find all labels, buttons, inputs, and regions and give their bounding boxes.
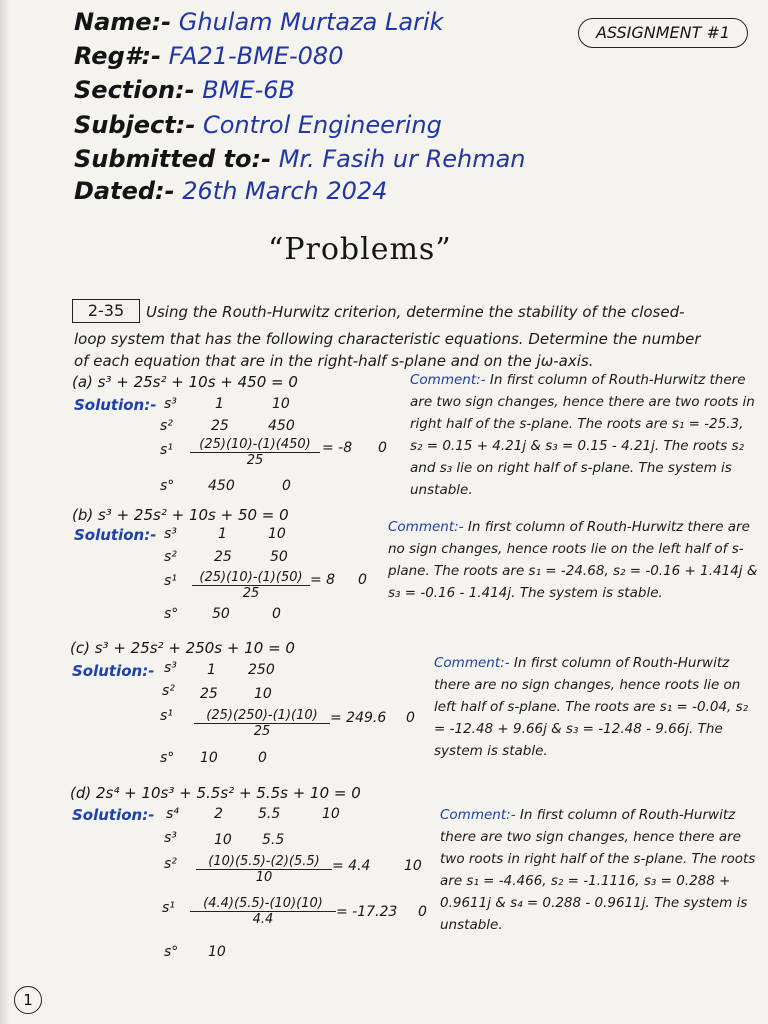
routh-power: s³ <box>164 526 177 542</box>
routh-result: = -17.23 <box>336 904 398 920</box>
routh-power: s¹ <box>160 442 173 458</box>
routh-cell: 1 <box>218 526 227 542</box>
routh-power: s³ <box>164 830 177 846</box>
routh-cell: 0 <box>258 750 267 766</box>
comment-a: Comment:- In first column of Routh-Hurwitz there are two sign changes, hence there are two roots in right half of the s-plane. The roots are s₁ = -25.3, s₂ = 0.15 + 4.21j & s₃ = 0.15 - 4.21j. The roots s₂ and s₃ lie on right half of s-plane. The system is unstable. <box>410 372 755 498</box>
routh-cell: 1 <box>215 396 224 412</box>
routh-cell: 10 <box>272 396 290 412</box>
problem-statement-line: loop system that has the following characteristic equations. Determine the number <box>74 330 701 348</box>
equation-b: (b) s³ + 25s² + 10s + 50 = 0 <box>72 506 289 524</box>
dated-line: Dated:- 26th March 2024 <box>74 177 388 205</box>
routh-power: s° <box>164 944 179 960</box>
routh-cell: 10 <box>214 832 232 848</box>
solution-label: Solution:- <box>74 396 157 414</box>
routh-cell: 25 <box>211 418 229 434</box>
routh-power: s° <box>160 750 175 766</box>
routh-cell: 5.5 <box>262 832 285 848</box>
routh-cell: 2 <box>214 806 223 822</box>
routh-cell: 25 <box>214 549 232 565</box>
page-margin <box>0 0 10 1024</box>
routh-cell: 0 <box>272 606 281 622</box>
routh-power: s² <box>164 856 177 872</box>
routh-power: s¹ <box>164 573 177 589</box>
solution-label: Solution:- <box>72 662 155 680</box>
routh-cell: 10 <box>208 944 226 960</box>
routh-power: s° <box>160 478 175 494</box>
routh-fraction: $\frac{(10)(5.5)-(2)(5.5)}{10}$ <box>196 854 332 885</box>
solution-label: Solution:- <box>72 806 155 824</box>
routh-cell: 10 <box>404 858 422 874</box>
routh-result: = 4.4 <box>332 858 371 874</box>
routh-cell: 250 <box>248 662 275 678</box>
equation-a: (a) s³ + 25s² + 10s + 450 = 0 <box>72 373 298 391</box>
routh-cell: 5.5 <box>258 806 281 822</box>
page-number: 1 <box>14 986 42 1014</box>
equation-d: (d) 2s⁴ + 10s³ + 5.5s² + 5.5s + 10 = 0 <box>70 784 361 802</box>
routh-fraction: $\frac{(25)(10)-(1)(50)}{25}$ <box>192 570 310 601</box>
name-line: Name:- Ghulam Murtaza Larik <box>74 8 444 36</box>
routh-power: s³ <box>164 396 177 412</box>
routh-result: = -8 <box>322 440 353 456</box>
routh-cell: 10 <box>322 806 340 822</box>
routh-power: s¹ <box>160 708 173 724</box>
problem-statement-line: Using the Routh-Hurwitz criterion, determine the stability of the closed- <box>146 303 685 321</box>
comment-b: Comment:- In first column of Routh-Hurwitz there are no sign changes, hence roots lie on the left half of s-plane. The roots are s₁ = -24.68, s₂ = -0.16 + 1.414j & s₃ = -0.16 - 1.414j. The system is stable. <box>388 519 758 601</box>
comment-c: Comment:- In first column of Routh-Hurwitz there are no sign changes, hence roots lie on left half of s-plane. The roots are s₁ = -0.04, s₂ = -12.48 + 9.66j & s₃ = -12.48 - 9.66j. The system is stable. <box>434 655 749 759</box>
routh-cell: 450 <box>208 478 235 494</box>
routh-cell: 10 <box>200 750 218 766</box>
routh-power: s² <box>164 549 177 565</box>
solution-label: Solution:- <box>74 526 157 544</box>
routh-cell: 10 <box>254 686 272 702</box>
routh-cell: 10 <box>268 526 286 542</box>
routh-power: s² <box>162 683 175 699</box>
assignment-badge: ASSIGNMENT #1 <box>578 18 748 48</box>
routh-cell: 1 <box>207 662 216 678</box>
problem-number: 2-35 <box>72 299 140 323</box>
routh-cell: 0 <box>418 904 427 920</box>
equation-c: (c) s³ + 25s² + 250s + 10 = 0 <box>70 639 295 657</box>
comment-d: Comment:- In first column of Routh-Hurwitz there are two sign changes, hence there are two roots in right half of the s-plane. The roots are s₁ = -4.466, s₂ = -1.1116, s₃ = 0.288 + 0.9611j & s₄ = 0.288 - 0.9611j. The system is unstable. <box>440 807 756 933</box>
routh-power: s³ <box>164 660 177 676</box>
routh-fraction: $\frac{(4.4)(5.5)-(10)(10)}{4.4}$ <box>190 896 336 927</box>
routh-fraction: $\frac{(25)(10)-(1)(450)}{25}$ <box>190 437 320 468</box>
routh-cell: 0 <box>406 710 415 726</box>
routh-power: s¹ <box>162 900 175 916</box>
routh-power: s² <box>160 418 173 434</box>
routh-cell: 0 <box>282 478 291 494</box>
routh-power: s⁴ <box>166 806 179 822</box>
section-line: Section:- BME-6B <box>74 76 295 104</box>
routh-result: = 8 <box>310 572 336 588</box>
routh-cell: 25 <box>200 686 218 702</box>
page-title: “Problems” <box>268 232 452 267</box>
routh-fraction: $\frac{(25)(250)-(1)(10)}{25}$ <box>194 708 330 739</box>
routh-cell: 0 <box>358 572 367 588</box>
routh-cell: 50 <box>270 549 288 565</box>
routh-cell: 450 <box>268 418 295 434</box>
reg-line: Reg#:- FA21-BME-080 <box>74 42 344 70</box>
routh-result: = 249.6 <box>330 710 387 726</box>
routh-power: s° <box>164 606 179 622</box>
routh-cell: 0 <box>378 440 387 456</box>
submitted-line: Submitted to:- Mr. Fasih ur Rehman <box>74 145 526 173</box>
problem-statement-line: of each equation that are in the right-half s-plane and on the jω-axis. <box>74 352 594 370</box>
routh-cell: 50 <box>212 606 230 622</box>
subject-line: Subject:- Control Engineering <box>74 111 442 139</box>
